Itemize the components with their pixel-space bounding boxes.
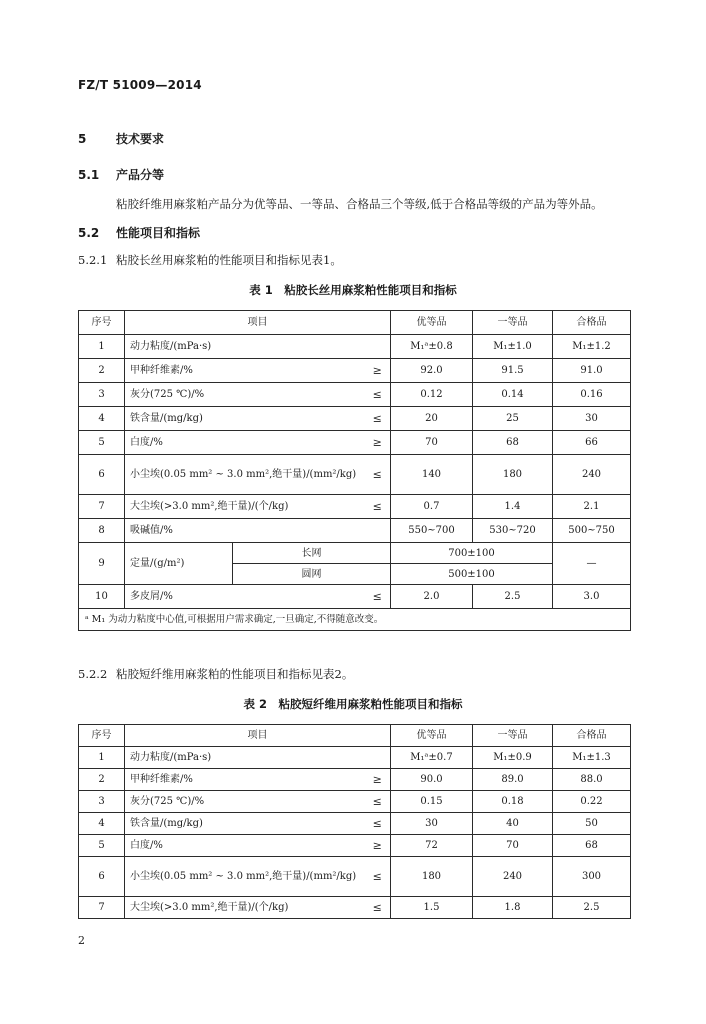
value-qualified: 0.22 — [553, 791, 631, 813]
comparator: ≥ — [365, 359, 391, 383]
row-number: 8 — [79, 519, 125, 543]
row-number: 10 — [79, 585, 125, 609]
row-number: 7 — [79, 897, 125, 919]
row-number: 3 — [79, 383, 125, 407]
value-premium: 70 — [391, 431, 473, 455]
table-row — [79, 857, 631, 897]
table2-caption: 表 2 粘胶短纤维用麻浆粕性能项目和指标 — [243, 697, 463, 711]
table-row — [79, 585, 631, 609]
value-premium: 140 — [391, 455, 473, 495]
sub-item-label: 长网 — [233, 543, 391, 564]
clause-text: 粘胶长丝用麻浆粕的性能项目和指标见表1。 — [116, 253, 342, 267]
clause-number: 5.2.2 — [78, 667, 108, 681]
header-cell: 序号 — [79, 725, 125, 747]
value-first: 240 — [473, 857, 553, 897]
clause-number: 5.2.1 — [78, 253, 108, 267]
table-row — [79, 335, 631, 359]
item-label: 甲种纤维素/% — [125, 359, 365, 383]
item-label: 白度/% — [125, 431, 365, 455]
item-label: 灰分(725 ℃)/% — [125, 791, 365, 813]
table-row — [79, 519, 631, 543]
value-qualified: 3.0 — [553, 585, 631, 609]
comparator: ≤ — [365, 407, 391, 431]
comparator: ≥ — [365, 835, 391, 857]
comparator: ≤ — [365, 813, 391, 835]
value-merged: 500±100 — [391, 564, 553, 585]
item-label: 白度/% — [125, 835, 365, 857]
table-row — [79, 791, 631, 813]
table-row — [79, 897, 631, 919]
item-label: 铁含量/(mg/kg) — [125, 407, 365, 431]
paragraph-5-2-1 — [78, 252, 342, 268]
value-qualified: M₁±1.2 — [553, 335, 631, 359]
item-label: 定量/(g/m²) — [125, 543, 233, 585]
comparator: ≤ — [365, 791, 391, 813]
table-row — [79, 813, 631, 835]
row-number: 6 — [79, 455, 125, 495]
value-qualified: 240 — [553, 455, 631, 495]
value-qualified: 50 — [553, 813, 631, 835]
value-premium: M₁ᵃ±0.8 — [391, 335, 473, 359]
value-first: 1.8 — [473, 897, 553, 919]
value-premium: 72 — [391, 835, 473, 857]
section-number: 5.2 — [78, 226, 100, 240]
comparator: ≤ — [365, 495, 391, 519]
value-premium: M₁ᵃ±0.7 — [391, 747, 473, 769]
table-row — [79, 407, 631, 431]
table-row — [79, 359, 631, 383]
value-qualified: 2.1 — [553, 495, 631, 519]
table-footnote: ᵃ M₁ 为动力粘度中心值,可根据用户需求确定,一旦确定,不得随意改变。 — [79, 609, 631, 631]
value-first: M₁±0.9 — [473, 747, 553, 769]
value-qualified: 91.0 — [553, 359, 631, 383]
value-merged: 700±100 — [391, 543, 553, 564]
table-row — [79, 747, 631, 769]
section-number: 5.1 — [78, 168, 100, 182]
comparator: ≤ — [365, 585, 391, 609]
value-first: 2.5 — [473, 585, 553, 609]
item-label: 小尘埃(0.05 mm² ~ 3.0 mm²,绝干量)/(mm²/kg) — [125, 857, 365, 897]
table-row — [79, 383, 631, 407]
table-row — [79, 769, 631, 791]
item-label: 吸碱值/% — [125, 519, 391, 543]
value-qualified: M₁±1.3 — [553, 747, 631, 769]
table-header-row — [79, 311, 631, 335]
header-cell: 合格品 — [553, 311, 631, 335]
value-first: 0.18 — [473, 791, 553, 813]
row-number: 9 — [79, 543, 125, 585]
table1 — [78, 310, 631, 631]
section-title: 性能项目和指标 — [116, 226, 201, 240]
value-qualified: 30 — [553, 407, 631, 431]
row-number: 2 — [79, 769, 125, 791]
table-row — [79, 495, 631, 519]
header-cell: 项目 — [125, 725, 391, 747]
value-premium: 0.15 — [391, 791, 473, 813]
value-first: 89.0 — [473, 769, 553, 791]
section-heading-5-1 — [78, 166, 164, 183]
item-label: 小尘埃(0.05 mm² ~ 3.0 mm²,绝干量)/(mm²/kg) — [125, 455, 365, 495]
value-premium: 0.7 — [391, 495, 473, 519]
page-number: 2 — [78, 934, 85, 947]
table-note-row — [79, 609, 631, 631]
item-label: 动力粘度/(mPa·s) — [125, 747, 365, 769]
value-qualified: 300 — [553, 857, 631, 897]
table-row — [79, 455, 631, 495]
value-first: 530~720 — [473, 519, 553, 543]
value-premium: 1.5 — [391, 897, 473, 919]
row-number: 2 — [79, 359, 125, 383]
row-number: 7 — [79, 495, 125, 519]
item-label: 甲种纤维素/% — [125, 769, 365, 791]
header-cell: 一等品 — [473, 311, 553, 335]
header-cell: 一等品 — [473, 725, 553, 747]
value-premium: 0.12 — [391, 383, 473, 407]
row-number: 1 — [79, 335, 125, 359]
value-qualified: 2.5 — [553, 897, 631, 919]
row-number: 6 — [79, 857, 125, 897]
value-first: 180 — [473, 455, 553, 495]
value-first: 25 — [473, 407, 553, 431]
document-code: FZ/T 51009—2014 — [78, 78, 202, 92]
item-label: 大尘埃(>3.0 mm²,绝干量)/(个/kg) — [125, 897, 365, 919]
header-cell: 合格品 — [553, 725, 631, 747]
row-number: 5 — [79, 835, 125, 857]
sub-item-label: 圆网 — [233, 564, 391, 585]
value-first: 68 — [473, 431, 553, 455]
table-header-row — [79, 725, 631, 747]
comparator: ≤ — [365, 857, 391, 897]
item-label: 多皮屑/% — [125, 585, 365, 609]
value-first: 70 — [473, 835, 553, 857]
section-title: 产品分等 — [116, 168, 165, 182]
header-cell: 优等品 — [391, 725, 473, 747]
comparator: ≤ — [365, 897, 391, 919]
value-premium: 550~700 — [391, 519, 473, 543]
section-number: 5 — [78, 132, 87, 146]
value-first: M₁±1.0 — [473, 335, 553, 359]
paragraph-grades: 粘胶纤维用麻浆粕产品分为优等品、一等品、合格品三个等级,低于合格品等级的产品为等外品。 — [116, 197, 603, 211]
comparator: ≥ — [365, 769, 391, 791]
header-cell: 项目 — [125, 311, 391, 335]
comparator: ≤ — [365, 455, 391, 495]
comparator: ≤ — [365, 383, 391, 407]
value-qualified: — — [553, 543, 631, 585]
clause-text: 粘胶短纤维用麻浆粕的性能项目和指标见表2。 — [116, 667, 354, 681]
table-row — [79, 835, 631, 857]
value-premium: 92.0 — [391, 359, 473, 383]
row-number: 3 — [79, 791, 125, 813]
value-premium: 20 — [391, 407, 473, 431]
row-number: 1 — [79, 747, 125, 769]
header-cell: 序号 — [79, 311, 125, 335]
item-label: 灰分(725 ℃)/% — [125, 383, 365, 407]
table-row — [79, 431, 631, 455]
row-number: 5 — [79, 431, 125, 455]
section-heading-5-2 — [78, 224, 200, 241]
paragraph-5-2-2 — [78, 666, 353, 682]
table2 — [78, 724, 631, 919]
value-premium: 180 — [391, 857, 473, 897]
row-number: 4 — [79, 813, 125, 835]
item-label: 大尘埃(>3.0 mm²,绝干量)/(个/kg) — [125, 495, 365, 519]
value-premium: 30 — [391, 813, 473, 835]
section-title: 技术要求 — [116, 132, 165, 146]
value-qualified: 88.0 — [553, 769, 631, 791]
value-first: 0.14 — [473, 383, 553, 407]
value-qualified: 500~750 — [553, 519, 631, 543]
comparator — [365, 335, 391, 359]
item-label: 铁含量/(mg/kg) — [125, 813, 365, 835]
value-qualified: 0.16 — [553, 383, 631, 407]
table-row — [79, 543, 631, 564]
header-cell: 优等品 — [391, 311, 473, 335]
value-first: 40 — [473, 813, 553, 835]
comparator — [365, 747, 391, 769]
section-heading-5 — [78, 130, 164, 147]
item-label: 动力粘度/(mPa·s) — [125, 335, 365, 359]
value-qualified: 68 — [553, 835, 631, 857]
value-first: 91.5 — [473, 359, 553, 383]
value-first: 1.4 — [473, 495, 553, 519]
value-premium: 90.0 — [391, 769, 473, 791]
comparator: ≥ — [365, 431, 391, 455]
value-premium: 2.0 — [391, 585, 473, 609]
table1-caption: 表 1 粘胶长丝用麻浆粕性能项目和指标 — [249, 283, 457, 297]
value-qualified: 66 — [553, 431, 631, 455]
row-number: 4 — [79, 407, 125, 431]
